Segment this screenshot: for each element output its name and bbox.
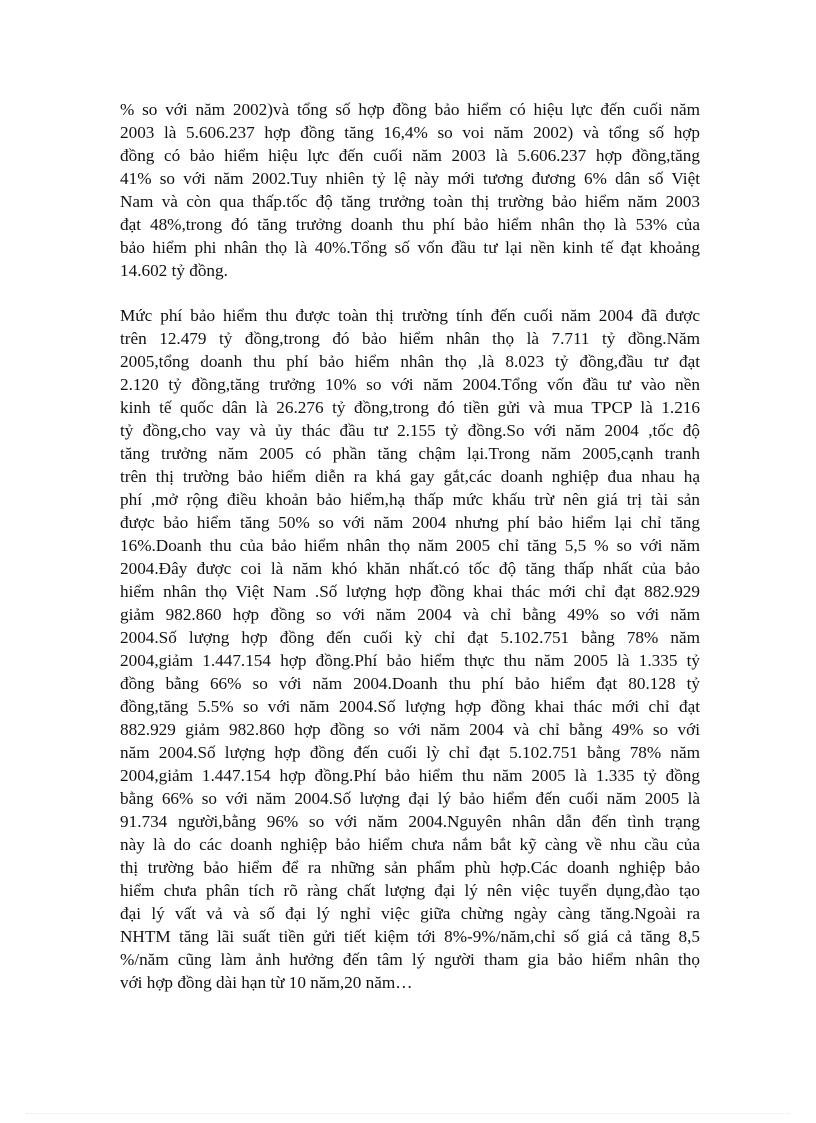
text-line: 91.734 người,bằng 96% so với năm 2004.Nguyên nhân dẫn đến tình trạng [120,812,700,831]
text-line: hiểm chưa phân tích rõ ràng chất lượng đại lý nên việc tuyển dụng,đào tạo [120,881,700,900]
text-line: kinh tế quốc dân là 26.276 tỷ đồng,trong đó tiền gửi và mua TPCP là 1.216 [120,398,700,417]
text-line: Nam và còn qua thấp.tốc độ tăng trưởng toàn thị trường bảo hiểm năm 2003 [120,192,700,211]
text-line: thị trường bảo hiểm để ra những sản phẩm phù hợp.Các doanh nghiệp bảo [120,858,700,877]
text-line: được bảo hiểm tăng 50% so với năm 2004 nhưng phí bảo hiểm lại chỉ tăng [120,513,700,532]
text-line: 882.929 giảm 982.860 hợp đồng so với năm 2004 và chỉ bằng 49% so với [120,720,700,739]
text-line: đạt 48%,trong đó tăng trưởng doanh thu phí bảo hiểm nhân thọ là 53% của [120,215,700,234]
text-line: trên thị trường bảo hiểm diễn ra khá gay gắt,các doanh nghiệp đua nhau hạ [120,467,700,486]
text-line: tăng trưởng năm 2005 có phần tăng chậm lại.Trong năm 2005,cạnh tranh [120,444,700,463]
text-line: với hợp đồng dài hạn từ 10 năm,20 năm… [120,973,413,992]
text-line: NHTM tăng lãi suất tiền gửi tiết kiệm tới 8%-9%/năm,chỉ số giá cả tăng 8,5 [120,927,700,946]
text-line: hiểm nhân thọ Việt Nam .Số lượng hợp đồng khai thác mới chỉ đạt 882.929 [120,582,700,601]
text-line: giảm 982.860 hợp đồng so với năm 2004 và chỉ bằng 49% so với năm [120,605,700,624]
text-line: 14.602 tỷ đồng. [120,261,228,280]
text-line: 2005,tổng doanh thu phí bảo hiểm nhân thọ ,là 8.023 tỷ đồng,đầu tư đạt [120,352,700,371]
text-line: đồng bằng 66% so với năm 2004.Doanh thu phí bảo hiểm đạt 80.128 tỷ [120,674,700,693]
text-line: này là do các doanh nghiệp bảo hiểm chưa nắm bắt kỹ càng về nhu cầu của [120,835,700,854]
text-line: 2004.Đây được coi là năm khó khăn nhất.có tốc độ tăng thấp nhất của bảo [120,559,700,578]
paragraph-spacer [120,282,700,304]
text-line: phí ,mở rộng điều khoản bảo hiểm,hạ thấp mức khấu trừ nên giá trị tài sản [120,490,700,509]
text-line: 2004.Số lượng hợp đồng đến cuối kỳ chỉ đạt 5.102.751 bằng 78% năm [120,628,700,647]
page-bottom-divider [26,1113,790,1114]
text-line: 41% so với năm 2002.Tuy nhiên tỷ lệ này mới tương đương 6% dân số Việt [120,169,700,188]
text-line: bằng 66% so với năm 2004.Số lượng đại lý bảo hiểm đến cuối năm 2005 là [120,789,700,808]
text-line: năm 2004.Số lượng hợp đồng đến cuối lỳ chỉ đạt 5.102.751 bằng 78% năm [120,743,700,762]
text-line: đồng,tăng 5.5% so với năm 2004.Số lượng hợp đồng khai thác mới chỉ đạt [120,697,700,716]
paragraph-2 [120,304,700,994]
text-line: đồng có bảo hiểm hiệu lực đến cuối năm 2003 là 5.606.237 hợp đồng,tăng [120,146,700,165]
text-line: đại lý vất vả và số đại lý nghỉ việc giữa chừng ngày càng tăng.Ngoài ra [120,904,700,923]
text-line: 2.120 tỷ đồng,tăng trưởng 10% so với năm 2004.Tổng vốn đầu tư vào nền [120,375,700,394]
text-line: 2004,giảm 1.447.154 hợp đồng.Phí bảo hiểm thu năm 2005 là 1.335 tỷ đồng [120,766,700,785]
text-line: 16%.Doanh thu của bảo hiểm nhân thọ năm 2005 chỉ tăng 5,5 % so với năm [120,536,700,555]
text-line: %/năm cũng làm ảnh hưởng đến tâm lý người tham gia bảo hiểm nhân thọ [120,950,700,969]
text-line: 2003 là 5.606.237 hợp đồng tăng 16,4% so voi năm 2002) và tổng số hợp [120,123,700,142]
document-body [120,98,700,994]
text-line: Mức phí bảo hiểm thu được toàn thị trường tính đến cuối năm 2004 đã được [120,306,700,325]
text-line: trên 12.479 tỷ đồng,trong đó bảo hiểm nhân thọ là 7.711 tỷ đồng.Năm [120,329,700,348]
text-line: bảo hiểm phi nhân thọ là 40%.Tổng số vốn đầu tư lại nền kinh tế đạt khoảng [120,238,700,257]
text-line: 2004,giảm 1.447.154 hợp đồng.Phí bảo hiểm thực thu năm 2005 là 1.335 tỷ [120,651,700,670]
paragraph-1 [120,98,700,282]
text-line: tỷ đồng,cho vay và ủy thác đầu tư 2.155 tỷ đồng.So với năm 2004 ,tốc độ [120,421,700,440]
text-line: % so với năm 2002)và tổng số hợp đồng bảo hiểm có hiệu lực đến cuối năm [120,100,700,119]
